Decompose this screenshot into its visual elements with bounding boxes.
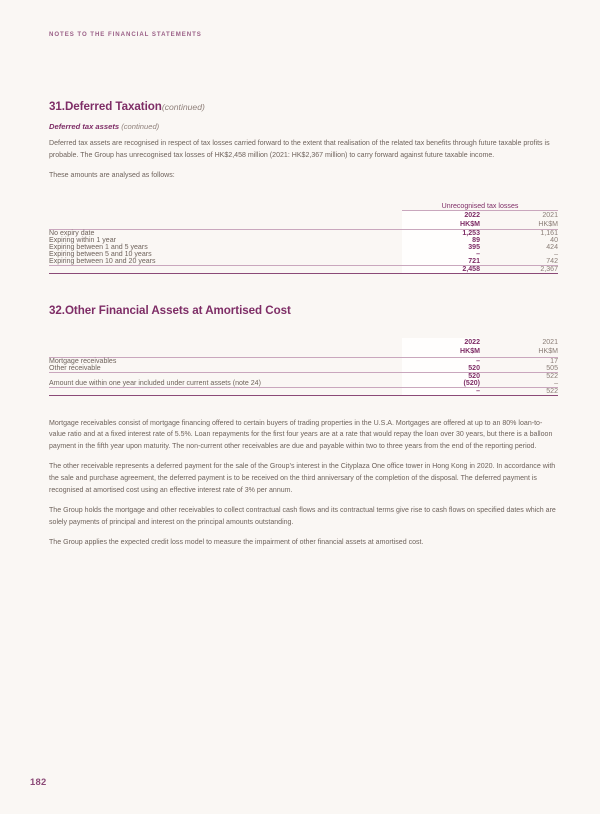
row-value-2022: 520 xyxy=(402,365,480,373)
total-value-2022: – xyxy=(402,387,480,395)
column-header-2021 xyxy=(480,338,558,357)
note-31-subheading-continued-tag: (continued) xyxy=(121,122,160,131)
column-header-2021-unit: HK$M xyxy=(538,220,558,228)
note-31-heading xyxy=(49,100,558,113)
total-value-2021: 522 xyxy=(480,387,558,395)
table-row xyxy=(49,357,558,365)
row-value-2021: 40 xyxy=(550,237,558,245)
other-financial-assets-table xyxy=(49,338,558,395)
note-32-paragraph-2: The other receivable represents a deferred payment for the sale of the Group’s interest in the Cityplaza One office tower in Hong Kong in 2020. In accordance with the sale and purchase agreement, the deferred payment is to be received on the third anniversary of the completion of the disposal. The deferred payment is recognised at amortised cost using an effective interest rate of 3% per annum. xyxy=(49,463,556,494)
column-header-2022-year: 2022 xyxy=(464,339,480,347)
column-header-spacer xyxy=(49,210,402,229)
row-value-2021: 505 xyxy=(546,364,558,372)
note-31-continued-tag: (continued) xyxy=(161,102,205,112)
row-label: No expiry date xyxy=(49,230,402,238)
table-subtotal-row xyxy=(49,372,558,380)
note-31-paragraph-2: These amounts are analysed as follows: xyxy=(49,172,175,180)
column-header-2022-unit: HK$M xyxy=(460,348,480,356)
column-header-2022 xyxy=(402,210,480,229)
note-32-paragraph-3: The Group holds the mortgage and other receivables to collect contractual cash flows and its contractual terms give rise to cash flows on specified dates which are solely payments of principal and interest on the principal amounts outstanding. xyxy=(49,507,556,526)
table-column-header-row xyxy=(49,210,558,229)
row-label: Expiring within 1 year xyxy=(49,237,116,245)
row-value-2021: – xyxy=(554,379,558,387)
table-row xyxy=(49,365,558,373)
column-header-2021 xyxy=(480,210,558,229)
column-header-2021-unit: HK$M xyxy=(538,348,558,356)
row-value-2022: 721 xyxy=(402,258,480,266)
table-row xyxy=(49,237,558,244)
row-label: Expiring between 10 and 20 years xyxy=(49,258,156,266)
row-value-2021: 424 xyxy=(546,244,558,252)
row-value-2022: 89 xyxy=(402,237,480,244)
table-row xyxy=(49,380,558,388)
total-value-2021: 2,367 xyxy=(480,266,558,274)
column-header-2022-year: 2022 xyxy=(464,211,480,219)
row-value-2022: – xyxy=(402,357,480,365)
total-row-label xyxy=(49,387,402,395)
note-31-subheading xyxy=(49,122,558,131)
note-32-heading xyxy=(49,304,558,317)
row-label: Other receivable xyxy=(49,364,101,372)
table-group-header-row xyxy=(49,203,558,211)
note-31-subheading-text: Deferred tax assets xyxy=(49,122,120,131)
row-label: Amount due within one year included under current assets (note 24) xyxy=(49,379,261,387)
row-value-2021: 17 xyxy=(480,357,558,365)
column-header-2021-year: 2021 xyxy=(542,339,558,347)
note-31-paragraph-1: Deferred tax assets are recognised in respect of tax losses carried forward to the extent that realisation of the related tax benefits through future taxable profits is probable. The Group has unrecognised tax losses of HK$2,458 million (2021: HK$2,367 million) to carry forward against future taxable income. xyxy=(49,140,550,159)
table-column-header-row xyxy=(49,338,558,357)
note-32-title: 32.Other Financial Assets at Amortised Cost xyxy=(49,304,291,318)
subtotal-row-label xyxy=(49,372,402,380)
row-label: Expiring between 1 and 5 years xyxy=(49,244,148,252)
table-total-row xyxy=(49,387,558,395)
row-value-2022: – xyxy=(402,251,480,258)
total-row-label xyxy=(49,266,402,274)
row-value-2022: (520) xyxy=(402,380,480,388)
table-row xyxy=(49,230,558,238)
unrecognised-tax-losses-group-header: Unrecognised tax losses xyxy=(402,203,558,211)
table-row xyxy=(49,258,558,266)
table-row xyxy=(49,244,558,251)
row-value-2021: 1,161 xyxy=(480,230,558,238)
note-32-paragraph-1: Mortgage receivables consist of mortgage financing offered to certain buyers of trading properties in the U.S.A. Mortgages are offered at up to an 80% loan-to-value ratio and at a fixed interest rate of 5.5%. Loan repayments for the first four years are at a rate that would repay the loan over 30 years, but there is a balloon payment in the fifth year upon maturity. The non-current other receivables are due and payable within two to three years from the end of the reporting period. xyxy=(49,419,553,450)
row-value-2022: 1,253 xyxy=(402,230,480,238)
note-32-paragraph-4: The Group applies the expected credit loss model to measure the impairment of other financial assets at amortised cost. xyxy=(49,539,424,547)
column-header-2022-unit: HK$M xyxy=(460,220,480,228)
row-label: Expiring between 5 and 10 years xyxy=(49,251,152,259)
row-value-2022: 395 xyxy=(402,244,480,251)
unrecognised-tax-losses-table xyxy=(49,203,558,274)
table-total-row xyxy=(49,266,558,274)
page-content xyxy=(49,100,558,549)
column-header-spacer xyxy=(49,338,402,357)
running-header: NOTES TO THE FINANCIAL STATEMENTS xyxy=(49,31,202,38)
subtotal-value-2022: 520 xyxy=(402,372,480,380)
row-value-2021: – xyxy=(554,251,558,259)
table-row xyxy=(49,251,558,258)
subtotal-value-2021: 522 xyxy=(480,372,558,380)
total-value-2022: 2,458 xyxy=(402,266,480,274)
row-label: Mortgage receivables xyxy=(49,357,402,365)
note-31-title: 31.Deferred Taxation xyxy=(49,100,162,113)
row-value-2021: 742 xyxy=(546,258,558,266)
column-header-2022 xyxy=(402,338,480,357)
group-header-spacer xyxy=(49,203,402,211)
page-number: 182 xyxy=(30,776,47,787)
column-header-2021-year: 2021 xyxy=(542,211,558,219)
